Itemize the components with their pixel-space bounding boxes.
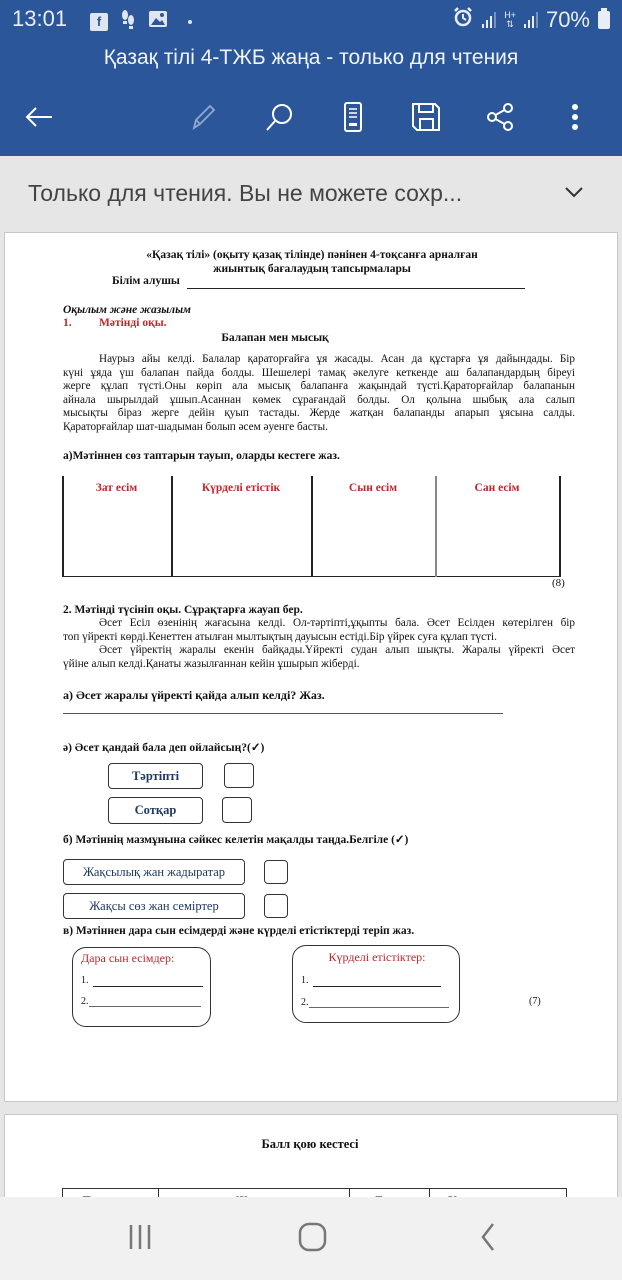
checkbox-proverb-2[interactable] [264,894,288,918]
question-b: б) Мәтіннің мазмұнына сәйкес келетін мақалды таңда.Белгіле (✓) [63,834,409,846]
signal-icon [482,12,496,28]
notification-dot-icon [188,20,192,24]
search-button[interactable] [256,94,302,140]
chevron-down-icon[interactable] [562,180,586,204]
read-only-message: Только для чтения. Вы не можете сохр... [28,180,463,206]
home-icon [297,1220,329,1254]
back-button[interactable] [16,94,62,140]
app-bar [0,0,622,156]
back-chevron-icon [475,1220,501,1254]
edit-button[interactable] [180,94,226,140]
adjectives-box-title: Дара сын есімдер: [81,951,175,965]
question-ae: ә) Әсет қандай бала деп ойлайсың?(✓) [63,742,265,754]
compound-verbs-box-title: Күрделі етістіктер: [328,950,426,964]
col-header-adjective: Сын есім [348,482,398,494]
section-title: Оқылым және жазылым [63,304,191,316]
gallery-icon [148,10,168,33]
option-sotqar[interactable]: Сотқар [108,797,203,824]
adjectives-box: Дара сын есімдер: 1. 2. [72,947,211,1027]
document-title: Қазақ тілі 4-ТЖБ жаңа - только для чтения [103,46,519,69]
search-icon [262,100,296,134]
task1-number: 1. [63,317,72,329]
home-button[interactable] [288,1217,338,1257]
task2-title: 2. Мәтінді түсініп оқы. Сұрақтарға жауап бер. [63,604,303,616]
task1-title: Мәтінді оқы. [99,317,167,329]
reading-view-icon [336,100,370,134]
story-title: Балапан мен мысық [221,332,329,344]
checkbox-proverb-1[interactable] [264,860,288,884]
more-options-button[interactable] [552,94,598,140]
read-only-banner[interactable] [0,158,622,230]
share-icon [484,100,518,134]
pencil-icon [186,100,220,134]
option-proverb-2[interactable]: Жақсы сөз жан семіртер [63,893,245,919]
compound-verbs-box: Күрделі етістіктер: 1. 2. [292,945,460,1023]
back-arrow-icon [22,100,56,134]
question-v: в) Мәтіннен дара сын есімдерді және күрделі етістіктерді теріп жаз. [63,925,415,937]
doc-header-line-2: жиынтық бағалаудың тапсырмалары [213,263,411,275]
signal-2-icon [524,12,538,28]
system-nav-bar [0,1197,622,1280]
word-table-score: (8) [552,577,565,589]
option-proverb-1[interactable]: Жақсылық жан жадыратар [63,859,245,885]
checkbox-tartipti[interactable] [224,763,254,788]
battery-percent: 70% [545,7,590,32]
task-a-prompt: а)Мәтіннен сөз таптарын тауып, оларды кестеге жаз. [63,450,340,462]
toolbar [0,94,622,140]
verb-answer-line-2[interactable] [309,1007,449,1008]
story-text: Наурыз айы келді. Балалар қараторғайға ұя жасады. Асан да құстарға ұя дайындады. Бір күні ұяда үш балапан пайда болды. Шешелері тамақ әкелуге кеткенде аш балапандардың біреуі жерге құлап түсті.Оны көріп ала мысық балапанға жақындай түсті.Қараторғайлар балапанын айнала шырылдай ұшып.Асаннан көмек сұрағандай болды. Ол қолына шыбық ала салып мысықты біраз жерге дейін қуып тастады. Жерде жатқан балапанды апарып ұясына салды. Қараторғайлар шат-шадыман болып әсем әуенге басты. [63,353,575,433]
col-header-compound-verb: Күрделі етістік [201,482,281,494]
col-header-numeral: Сан есім [474,482,520,494]
reading-view-button[interactable] [330,94,376,140]
status-time: 13:01 [12,6,68,31]
verb-answer-line-1[interactable] [313,986,441,987]
doc-header-line-1: «Қазақ тілі» (оқыту қазақ тілінде) пәнінен 4-тоқсанға арналған [146,249,478,261]
save-button[interactable] [403,94,449,140]
question-v-score: (7) [529,996,541,1007]
student-name-line [187,288,525,289]
recent-apps-button[interactable] [115,1217,165,1257]
answer-line-a[interactable] [63,713,503,714]
recent-apps-icon [125,1222,155,1252]
adjective-answer-line-1[interactable] [93,986,203,987]
status-bar [0,0,622,40]
back-nav-button[interactable] [463,1217,513,1257]
question-a: а) Әсет жаралы үйректі қайда алып келді? Жаз. [63,688,325,702]
data-hplus-icon: H+ ⇅ [504,10,516,29]
adjective-answer-line-2[interactable] [89,1006,201,1007]
more-vertical-icon [558,100,592,134]
share-button[interactable] [478,94,524,140]
student-label: Білім алушы [112,275,180,287]
footsteps-icon [120,9,136,34]
alarm-icon [452,6,474,34]
option-tartipti[interactable]: Тәртіпті [108,763,203,789]
facebook-icon: f [90,13,108,31]
story2-text: Әсет Есіл өзенінің жағасына келді. Ол-тәртіпті,ұқыпты бала. Әсет Есілден көтерілген бір топ үйректі көрді.Кенеттен атылған мылтықтың дауысын естіді.Бір үйрек суға құлап түсті. Әсет үйректің жаралы екенін байқады.Үйректі судан алып шықты. Жаралы үйректі Әсет үйіне алып келді.Қанаты жазылғаннан кейін ұшырып жіберді. [63,617,575,670]
col-header-noun: Зат есім [95,482,138,494]
checkbox-sotqar[interactable] [222,797,252,823]
score-table-title: Балл қою кестесі [261,1137,359,1151]
word-class-table [62,476,560,577]
save-icon [409,100,443,134]
battery-icon [598,11,610,29]
document-page-1 [4,232,618,1102]
